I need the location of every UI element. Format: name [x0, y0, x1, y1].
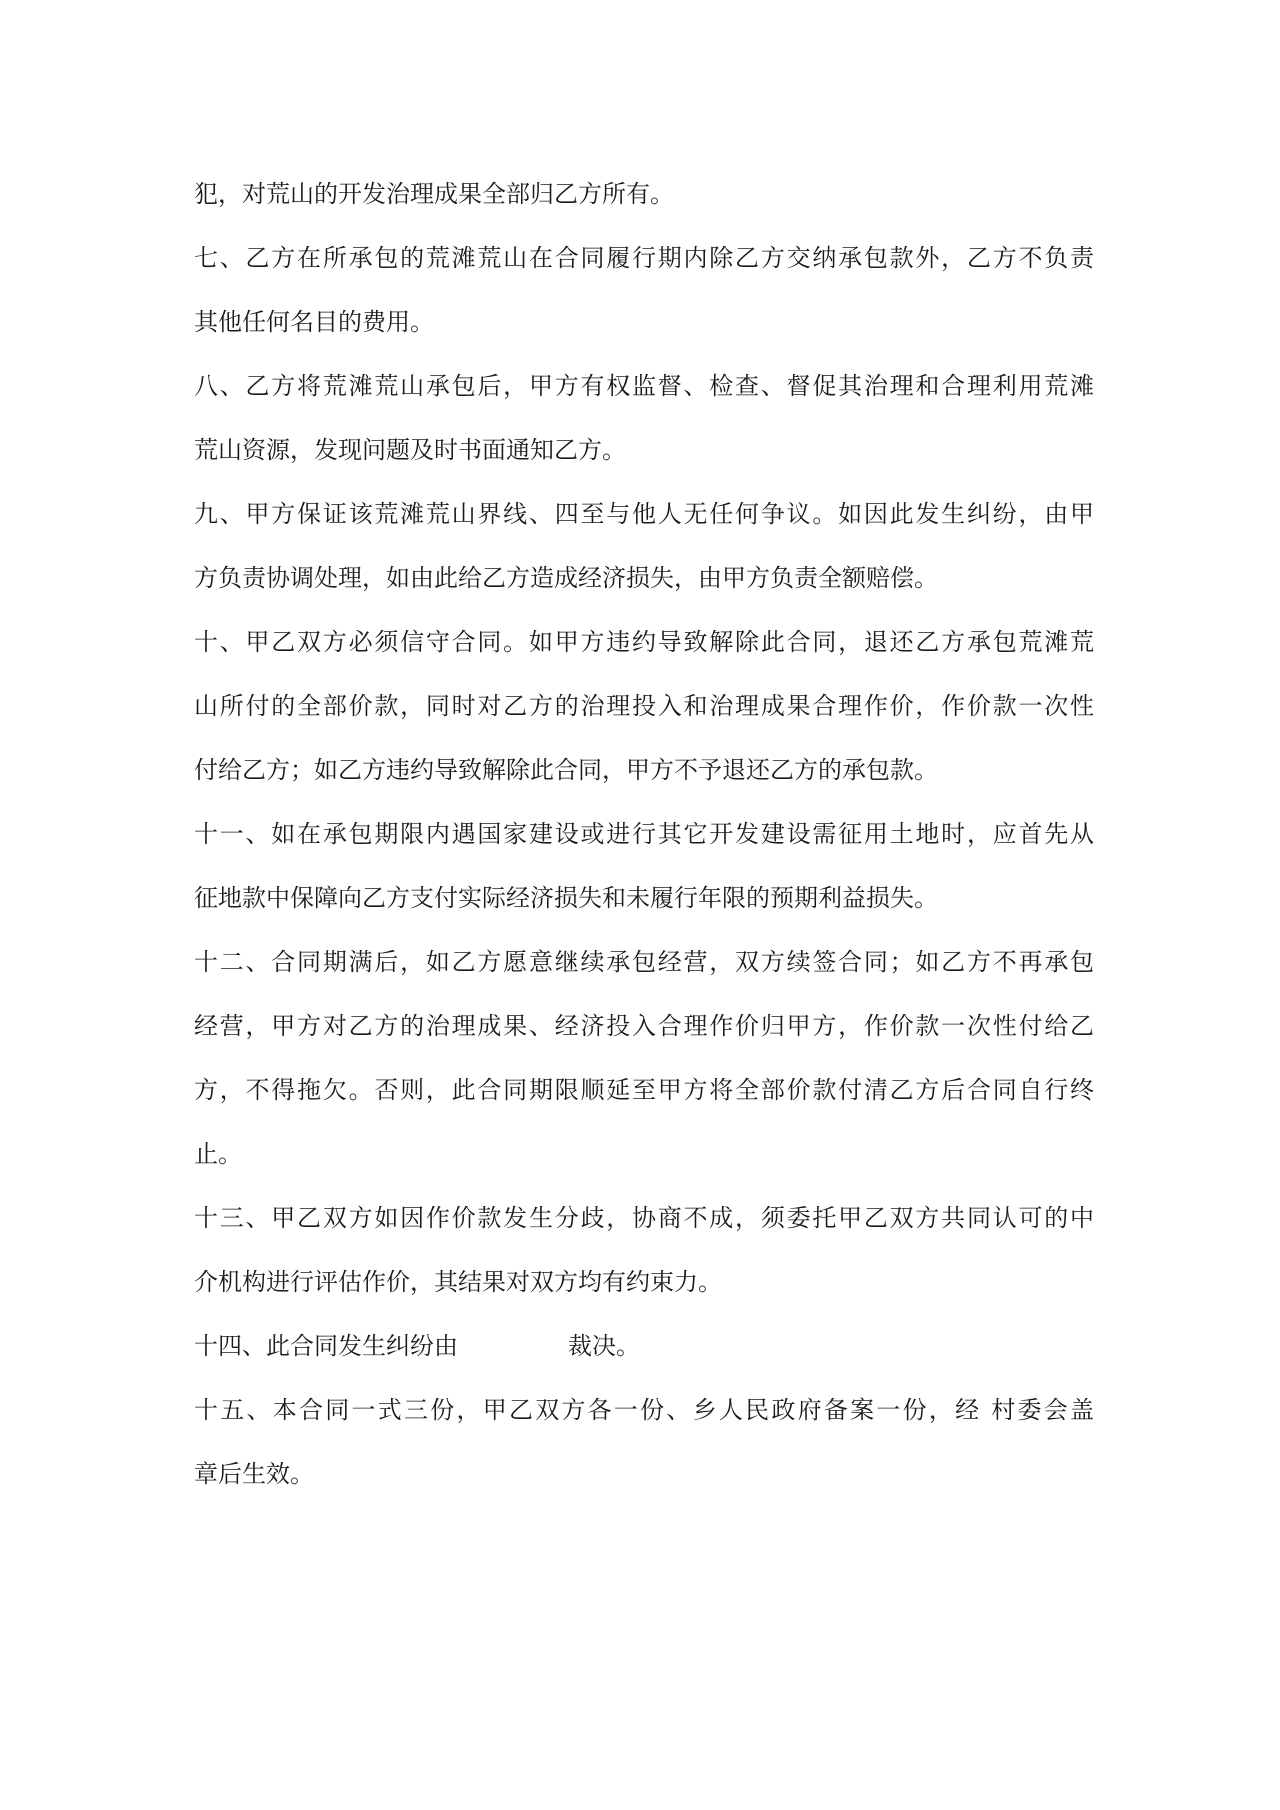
text-line: 方负责协调处理，如由此给乙方造成经济损失，由甲方负责全额赔偿。 [194, 564, 938, 592]
text-line: 九、甲方保证该荒滩荒山界线、四至与他人无任何争议。如因此发生纠纷，由甲 [194, 500, 1094, 528]
text-line: 十五、本合同一式三份，甲乙双方各一份、乡人民政府备案一份，经 村委会盖 [194, 1396, 1094, 1424]
text-line: 十一、如在承包期限内遇国家建设或进行其它开发建设需征用土地时，应首先从 [194, 820, 1094, 848]
text-line: 七、乙方在所承包的荒滩荒山在合同履行期内除乙方交纳承包款外，乙方不负责 [194, 244, 1094, 272]
text-line: 章后生效。 [194, 1460, 314, 1488]
text-line: 十、甲乙双方必须信守合同。如甲方违约导致解除此合同，退还乙方承包荒滩荒 [194, 628, 1094, 656]
contract-clause-15 [194, 1378, 1094, 1506]
contract-clauses-7-13 [194, 162, 1094, 1314]
text-line: 介机构进行评估作价，其结果对双方均有约束力。 [194, 1268, 722, 1296]
text-line: 犯，对荒山的开发治理成果全部归乙方所有。 [194, 180, 674, 208]
clause-14-after: 裁决。 [568, 1332, 640, 1360]
text-line-clause-14 [194, 1314, 1094, 1378]
text-line: 征地款中保障向乙方支付实际经济损失和未履行年限的预期利益损失。 [194, 884, 938, 912]
text-line: 止。 [194, 1140, 242, 1168]
text-line: 方，不得拖欠。否则，此合同期限顺延至甲方将全部价款付清乙方后合同自行终 [194, 1076, 1094, 1104]
text-line: 其他任何名目的费用。 [194, 308, 434, 336]
text-line: 十三、甲乙双方如因作价款发生分歧，协商不成，须委托甲乙双方共同认可的中 [194, 1204, 1094, 1232]
clause-14-before: 十四、此合同发生纠纷由 [194, 1332, 458, 1360]
text-line: 经营，甲方对乙方的治理成果、经济投入合理作价归甲方，作价款一次性付给乙 [194, 1012, 1094, 1040]
text-line: 八、乙方将荒滩荒山承包后，甲方有权监督、检查、督促其治理和合理利用荒滩 [194, 372, 1094, 400]
text-line: 十二、合同期满后，如乙方愿意继续承包经营，双方续签合同；如乙方不再承包 [194, 948, 1094, 976]
text-line: 山所付的全部价款，同时对乙方的治理投入和治理成果合理作价，作价款一次性 [194, 692, 1094, 720]
text-line: 付给乙方；如乙方违约导致解除此合同，甲方不予退还乙方的承包款。 [194, 756, 938, 784]
text-line: 荒山资源，发现问题及时书面通知乙方。 [194, 436, 626, 464]
contract-body [194, 162, 1094, 1506]
